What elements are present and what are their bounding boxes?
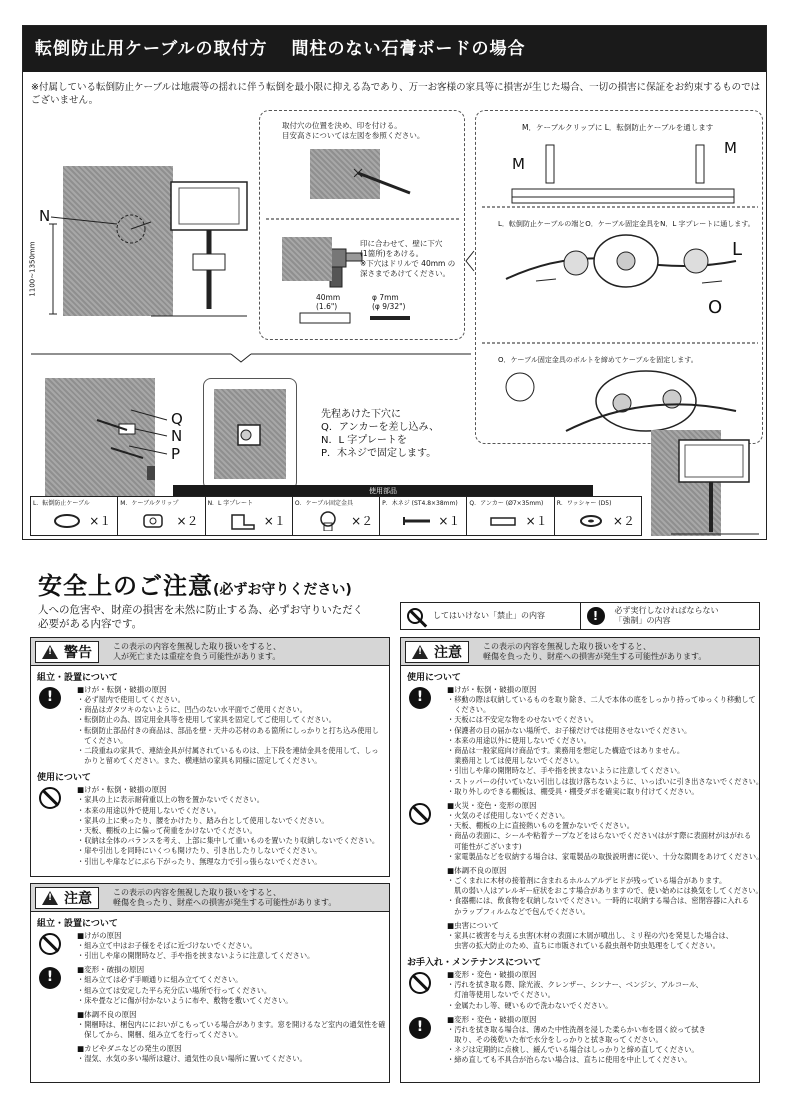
block-line: ・開梱時は、梱包内ににおいがこもっている場合があります。窓を開けるなど室内の通気性を確 xyxy=(77,1020,386,1030)
step2-diameter: φ 7mm xyxy=(372,293,399,302)
safety-title xyxy=(38,566,352,601)
legend-prohibit xyxy=(401,603,581,629)
panel-header xyxy=(31,884,389,912)
step6-text: O．ケーブル固定金具のボルトを締めてケーブルを固定します。 xyxy=(498,356,698,364)
block-line: ・床や畳などに傷が付かないように布や、敷物を敷いてください。 xyxy=(77,995,293,1005)
label-p: P xyxy=(171,445,181,463)
step2-depth: 40mm xyxy=(316,293,341,302)
block-line: ・家具の上に乗ったり、腰をかけたり、踏み台として使用しないでください。 xyxy=(77,815,329,825)
prohibit-icon xyxy=(409,972,431,994)
block-line: 虫害の拡大防止のため、直ちに市販されている殺虫剤や防虫処理をしてください。 xyxy=(447,941,720,951)
step2-diameter-inch: (φ 9/32") xyxy=(372,302,406,311)
installation-subtitle: 間柱のない石膏ボードの場合 xyxy=(291,39,526,59)
part-name: L．転倒防止ケーブル xyxy=(33,500,90,507)
panel-description: この表示の内容を無視した取り扱いをすると、 軽傷を負ったり、財産への損害が発生する可能性があります。 xyxy=(113,887,337,907)
label-l: L xyxy=(732,239,743,260)
block-line: ・保護者の目の届かない場所で、お子様だけでは使用させないでください。 xyxy=(447,725,692,735)
caution-block xyxy=(401,921,759,951)
block-heading: ■火災・変色・変形の原因 xyxy=(447,801,537,811)
prohibit-icon xyxy=(39,933,61,955)
mandatory-icon xyxy=(39,967,61,989)
label-m-left: M xyxy=(512,155,525,173)
part-name: P．木ネジ (ST4.8×38mm) xyxy=(382,500,458,507)
block-line: ・移動の際は収納しているものを取り除き、二人で本体の底をしっかり持ってゆっくり移動して xyxy=(447,695,756,704)
block-line: ・商品はガタツキのないように、凹凸のない水平面でご使用ください。 xyxy=(77,705,307,715)
legend-prohibit-text: してはいけない「禁止」の内容 xyxy=(433,611,545,620)
block-line: 業務用としては使用しないでください。 xyxy=(447,756,584,766)
block-line: ・汚れを拭き取る際、除光液、クレンザー、シンナー、ベンジン、アルコール、 xyxy=(447,980,703,990)
part-qty: ×１ xyxy=(263,514,286,528)
installation-panel xyxy=(22,25,767,540)
label-m-right: M xyxy=(724,139,737,157)
parts-table xyxy=(30,496,642,536)
block-line: ・引出しや扉の開閉時など、手や指を挟まないように注意してください。 xyxy=(447,766,685,776)
block-line: ・火気のそば使用しないでください。 xyxy=(447,811,570,821)
warning-triangle-icon xyxy=(412,645,428,659)
installation-title: 転倒防止用ケーブルの取付方 xyxy=(35,39,268,59)
part-anchor xyxy=(467,497,554,535)
block-line: ・天板、棚板の上に直接熱いものを置かないでください。 xyxy=(447,821,634,831)
block-line: ・組み立ては必ず手順通りに組み立ててください。 xyxy=(77,975,243,985)
block-line: ・湿気、水気の多い場所は避け、通気性の良い場所に置いてください。 xyxy=(77,1054,307,1064)
anchor-icon xyxy=(489,511,519,531)
warning-triangle-icon xyxy=(42,645,58,659)
part-qty: ×１ xyxy=(89,514,112,528)
block-heading: ■体調不良の原因 xyxy=(77,1010,137,1020)
fixture-icon xyxy=(315,511,345,531)
mandatory-icon xyxy=(409,687,431,709)
panel-label-text: 注意 xyxy=(64,890,92,907)
block-heading: ■変形・破損の原因 xyxy=(77,965,145,975)
caution-block xyxy=(401,866,763,917)
part-clip xyxy=(118,497,205,535)
block-line: ・組み立ては安定した平ら充分広い場所で行ってください。 xyxy=(77,985,272,995)
block-line: ・家電製品などを収納する場合は、家電製品の取扱説明書に従い、十分な隙間をあけてください。 xyxy=(447,851,764,861)
prohibit-icon xyxy=(39,787,61,809)
block-line: ・転倒防止の為、固定用金具等を使用して家具を固定してご使用してください。 xyxy=(77,715,336,725)
block-line: ・本来の用途以外に使用しないでください。 xyxy=(447,735,591,745)
block-line: かりと留めてください。また、横連結の家具も同様に固定してください。 xyxy=(77,756,322,766)
section-title: 使用について xyxy=(37,773,91,784)
block-line: 灯油等使用しないでください。 xyxy=(447,990,555,1000)
caution-block xyxy=(31,685,389,766)
block-line: 肌の弱い人はアレルギー症状をおこす場合がありますので、使い始めには換気をしてください。 xyxy=(447,886,763,896)
caution-block xyxy=(401,685,764,797)
block-line: ・組み立て中はお子様をそばに近づけないでください。 xyxy=(77,941,257,950)
parts-title: 使用部品 xyxy=(173,485,593,497)
safety-intro: 人への危害や、財産の損害を未然に防止する為、必ずお守りいただく 必要がある内容です。 xyxy=(38,604,364,630)
part-name: R．ワッシャー (D5) xyxy=(556,500,612,507)
panel-label xyxy=(35,887,99,909)
step3-illustration xyxy=(31,348,476,508)
block-line: ・収納は全体のバランスを考え、上部に集中して重いものを置いたり収納しないでください。 xyxy=(77,836,380,846)
height-label: 1100~1350mm xyxy=(28,241,37,297)
block-line: ・取り外しのできる棚板は、棚受具・棚受ダボを確実に取り付けてください。 xyxy=(447,786,699,796)
label-q: Q xyxy=(171,410,183,428)
cable-icon xyxy=(53,511,83,531)
legend-mandatory xyxy=(581,603,760,629)
step4-text: M．ケーブルクリップに L．転倒防止ケーブルを通します xyxy=(522,123,714,132)
part-name: N．L 字プレート xyxy=(207,500,254,507)
panel-description: この表示の内容を無視した取り扱いをすると、 軽傷を負ったり、財産への損害が発生する可能性があります。 xyxy=(483,641,707,661)
part-qty: ×１ xyxy=(525,514,548,528)
section-title: 使用について xyxy=(407,673,461,683)
installation-title-bar xyxy=(23,26,766,72)
block-line: ・引出しや扉などにぶら下がったり、無理な力で引っ張らないでください。 xyxy=(77,856,322,866)
prohibit-icon xyxy=(407,608,423,624)
safety-title-sub: (必ずお守りください) xyxy=(213,582,352,598)
block-heading: ■けがの原因 xyxy=(77,931,122,940)
block-heading: ■虫害について xyxy=(447,920,499,930)
step2-drill-text: 印に合わせて、壁に下穴 (1箇所)をあける。 ※下穴はドリルで 40mm の 深さまであけてください。 xyxy=(360,239,456,278)
block-line: ・商品は一般家庭向け商品です。業務用を想定した構造ではありません。 xyxy=(447,746,685,756)
part-l-plate xyxy=(206,497,293,535)
finished-illustration xyxy=(651,430,763,538)
label-n-step3: N xyxy=(171,427,183,445)
step2-depth-inch: (1.6") xyxy=(316,302,338,311)
block-line: ・天板、棚板の上に偏って荷重をかけないでください。 xyxy=(77,826,257,836)
block-line: ・家具の上に表示耐荷重以上の物を置かないでください。 xyxy=(77,795,264,805)
part-qty: ×２ xyxy=(351,514,374,528)
step5-text: L．転倒防止ケーブルの端とO．ケーブル固定金具をN．L 字プレートに通します。 xyxy=(498,220,755,228)
block-line: かラップフィルムなどで包んでください。 xyxy=(447,906,590,916)
block-line: ・金属たわし等、硬いもので洗わないでください。 xyxy=(447,1000,613,1010)
block-line: ・ストッパーの付いていない引出しは抜け落ちないように、いっぱいに引き出さないでください。 xyxy=(447,776,764,786)
caution-block xyxy=(31,1044,389,1064)
block-line: ・転倒防止部品付きの商品は、部品を壁・天井の芯材のある箇所にしっかりと打ち込み使用し xyxy=(77,725,379,735)
part-cable-fixture xyxy=(293,497,380,535)
part-cable xyxy=(31,497,118,535)
washer-icon xyxy=(577,511,607,531)
part-washer xyxy=(555,497,641,535)
prohibit-icon xyxy=(409,803,431,825)
label-n: N xyxy=(39,207,51,225)
warning-panel xyxy=(30,637,390,877)
panel-header xyxy=(31,638,389,666)
caution-block xyxy=(401,970,759,1011)
screw-icon xyxy=(402,511,432,531)
caution-block xyxy=(31,1010,389,1040)
panel-label-text: 注意 xyxy=(434,644,462,661)
block-line: ・必ず屋内で使用してください。 xyxy=(77,695,185,704)
block-line: 可能性がございます) xyxy=(447,841,522,851)
block-heading: ■けが・転倒・破損の原因 xyxy=(77,685,167,694)
panel-label xyxy=(405,641,469,663)
caution-panel-right xyxy=(400,637,764,1083)
block-line: ・家具に被害を与える虫害(木材の表面に木屑が噴出し、ミリ程の穴)を発見した場合は、 xyxy=(447,930,733,940)
block-line: ・食器棚には、飲食物を収納しないでください。一時的に収納する場合は、密閉容器に入れる xyxy=(447,896,749,906)
caution-block xyxy=(31,931,389,961)
caution-block xyxy=(31,965,389,1006)
block-line: ・締め直しても不具合が治らない場合は、直ちに使用を中止してください。 xyxy=(447,1055,692,1065)
block-line: ・商品の表面に、シールや粘着テープなどをはらないでください(はがす際に表面材がはがれる xyxy=(447,831,752,841)
safety-title-main: 安全上のご注意 xyxy=(38,572,213,600)
label-o: O xyxy=(708,297,723,318)
panel-label xyxy=(35,641,99,663)
block-heading: ■体調不良の原因 xyxy=(447,866,507,876)
block-line: てください。 xyxy=(77,735,128,745)
panel-description: この表示の内容を無視した取り扱いをすると、 人が死亡または重症を負う可能性があります。 xyxy=(113,641,281,661)
mandatory-icon xyxy=(409,1017,431,1039)
block-line: 保してから、開梱、組み立てを行ってください。 xyxy=(77,1030,243,1040)
caution-block xyxy=(31,785,389,866)
block-line: ・二段重ねの家具で、連結金具が付属されているものは、上下段を連結金具を使用して、しっ xyxy=(77,746,379,756)
section-title: 組立・設置について xyxy=(37,919,118,929)
icon-legend xyxy=(400,602,760,630)
step1-illustration xyxy=(28,114,256,346)
block-heading: ■けが・転倒・破損の原因 xyxy=(447,685,537,694)
mandatory-icon: ! xyxy=(587,607,605,625)
block-line: ください。 xyxy=(447,705,491,715)
part-wood-screw xyxy=(380,497,467,535)
section-title: 組立・設置について xyxy=(37,673,118,683)
section-title: お手入れ・メンテナンスについて xyxy=(407,958,542,969)
block-line: ・引出しや扉の開閉時など、手や指を挟まないように注意してください。 xyxy=(77,951,315,961)
caution-block xyxy=(401,801,764,862)
clip-icon xyxy=(140,511,170,531)
step3-text: 先程あけた下穴に Q．アンカーを差し込み、 N．L 字プレートを P．木ネジで固定します。 xyxy=(321,409,440,459)
step2-box xyxy=(259,110,465,340)
caution-block xyxy=(401,1015,759,1066)
panel-header xyxy=(401,638,759,666)
block-line: ・汚れを拭き取る場合は、薄めた中性洗剤を浸した柔らかい布を固く絞って拭き xyxy=(447,1024,706,1034)
part-qty: ×１ xyxy=(438,514,461,528)
warning-triangle-icon xyxy=(42,891,58,905)
block-line: ・ごくまれに木材の接着剤に含まれるホルムアルデヒドが残っている場合があります。 xyxy=(447,876,727,886)
block-heading: ■変形・変色・破損の原因 xyxy=(447,1014,537,1024)
part-qty: ×２ xyxy=(612,514,635,528)
block-line: 取り、その後乾いた布で水分をしっかりと拭き取ってください。 xyxy=(447,1035,663,1045)
l-plate-icon xyxy=(228,511,258,531)
panel-label-text: 警告 xyxy=(64,644,92,661)
block-heading: ■カビやダニなどの発生の原因 xyxy=(77,1044,182,1054)
block-line: ・ネジは定期的に点検し、緩んでいる場合はしっかりと締め直してください。 xyxy=(447,1045,699,1055)
block-heading: ■けが・転倒・破損の原因 xyxy=(77,785,167,795)
block-line: ・本来の用途以外で使用しないでください。 xyxy=(77,805,221,815)
block-line: ・扉や引出しを同時にいくつも開けたり、引き出したりしないでください。 xyxy=(77,846,322,856)
legend-mandatory-text: 必ず実行しなければならない 「強制」の内容 xyxy=(614,606,719,625)
part-qty: ×２ xyxy=(176,514,199,528)
part-name: Q．アンカー (Ø7×35mm) xyxy=(469,500,544,507)
mandatory-icon xyxy=(39,687,61,709)
part-name: M．ケーブルクリップ xyxy=(120,500,179,507)
block-heading: ■変形・変色・破損の原因 xyxy=(447,970,537,980)
caution-panel-left xyxy=(30,883,390,1083)
step2-mark-text: 取付穴の位置を決め、印を付ける。 目安高さについては左図を参照ください。 xyxy=(282,121,425,140)
installation-note: ※付属している転倒防止ケーブルは地震等の揺れに伴う転倒を最小限に抑える為であり、万一お客様の家具等に損害が生じた場合、一切の損害に保証をお約束するものではございません。 xyxy=(31,82,761,106)
part-name: O．ケーブル固定金具 xyxy=(294,500,354,507)
step4-6-box xyxy=(475,110,763,444)
block-line: ・天板には不安定な物をのせないでください。 xyxy=(447,715,598,725)
